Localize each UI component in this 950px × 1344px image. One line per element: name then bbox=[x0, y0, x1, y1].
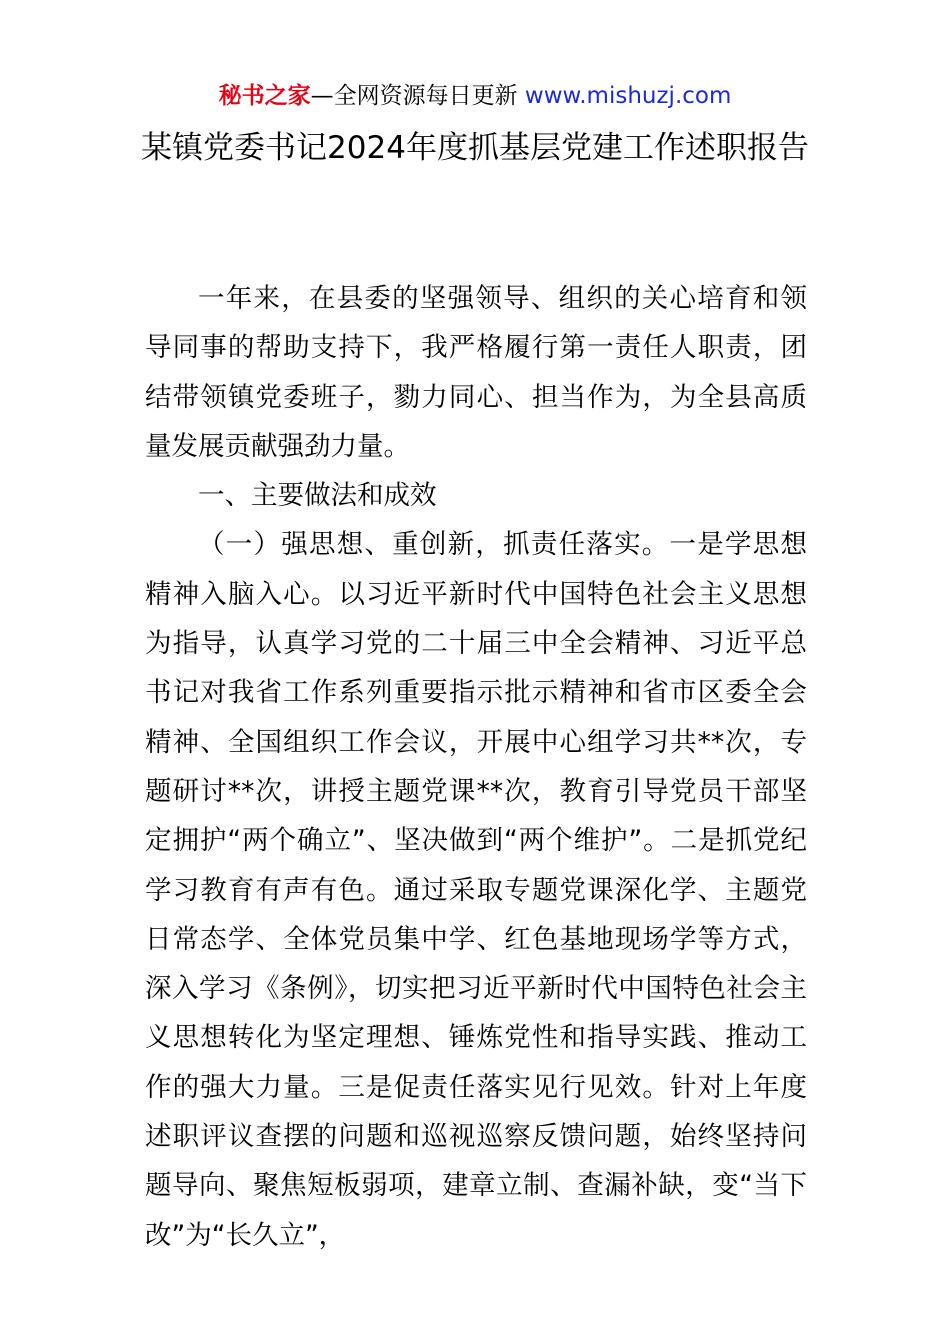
paragraph-section-1-1: （一）强思想、重创新，抓责任落实。一是学思想精神入脑入心。以习近平新时代中国特色社会主义思想为指导，认真学习党的二十届三中全会精神、习近平总书记对我省工作系列重要指示批示精神和省市区委全会精神、全国组织工作会议，开展中心组学习共**次，专题研讨**次，讲授主题党课**次，教育引导党员干部坚定拥护“两个确立”、坚决做到“两个维护”。二是抓党纪学习教育有声有色。通过采取专题党课深化学、主题党日常态学、全体党员集中学、红色基地现场学等方式，深入学习《条例》，切实把习近平新时代中国特色社会主义思想转化为坚定理想、锤炼党性和指导实践、推动工作的强大力量。三是促责任落实见行见效。针对上年度述职评议查摆的问题和巡视巡察反馈问题，始终坚持问题导向、聚焦短板弱项，建章立制、查漏补缺，变“当下改”为“长久立”， bbox=[145, 529, 807, 1251]
section-heading-1: 一、主要做法和成效 bbox=[198, 480, 437, 512]
header-tagline: —全网资源每日更新 bbox=[310, 83, 518, 109]
document-title: 某镇党委书记2024年度抓基层党建工作述职报告 bbox=[141, 130, 809, 166]
site-header bbox=[0, 80, 950, 112]
document-body bbox=[145, 274, 807, 1260]
paragraph-intro: 一年来，在县委的坚强领导、组织的关心培育和领导同事的帮助支持下，我严格履行第一责任人职责，团结带领镇党委班子，勠力同心、担当作为，为全县高质量发展贡献强劲力量。 bbox=[145, 283, 807, 462]
header-url-link[interactable]: www.mishuzj.com bbox=[524, 83, 732, 109]
brand-name: 秘书之家 bbox=[218, 83, 311, 109]
